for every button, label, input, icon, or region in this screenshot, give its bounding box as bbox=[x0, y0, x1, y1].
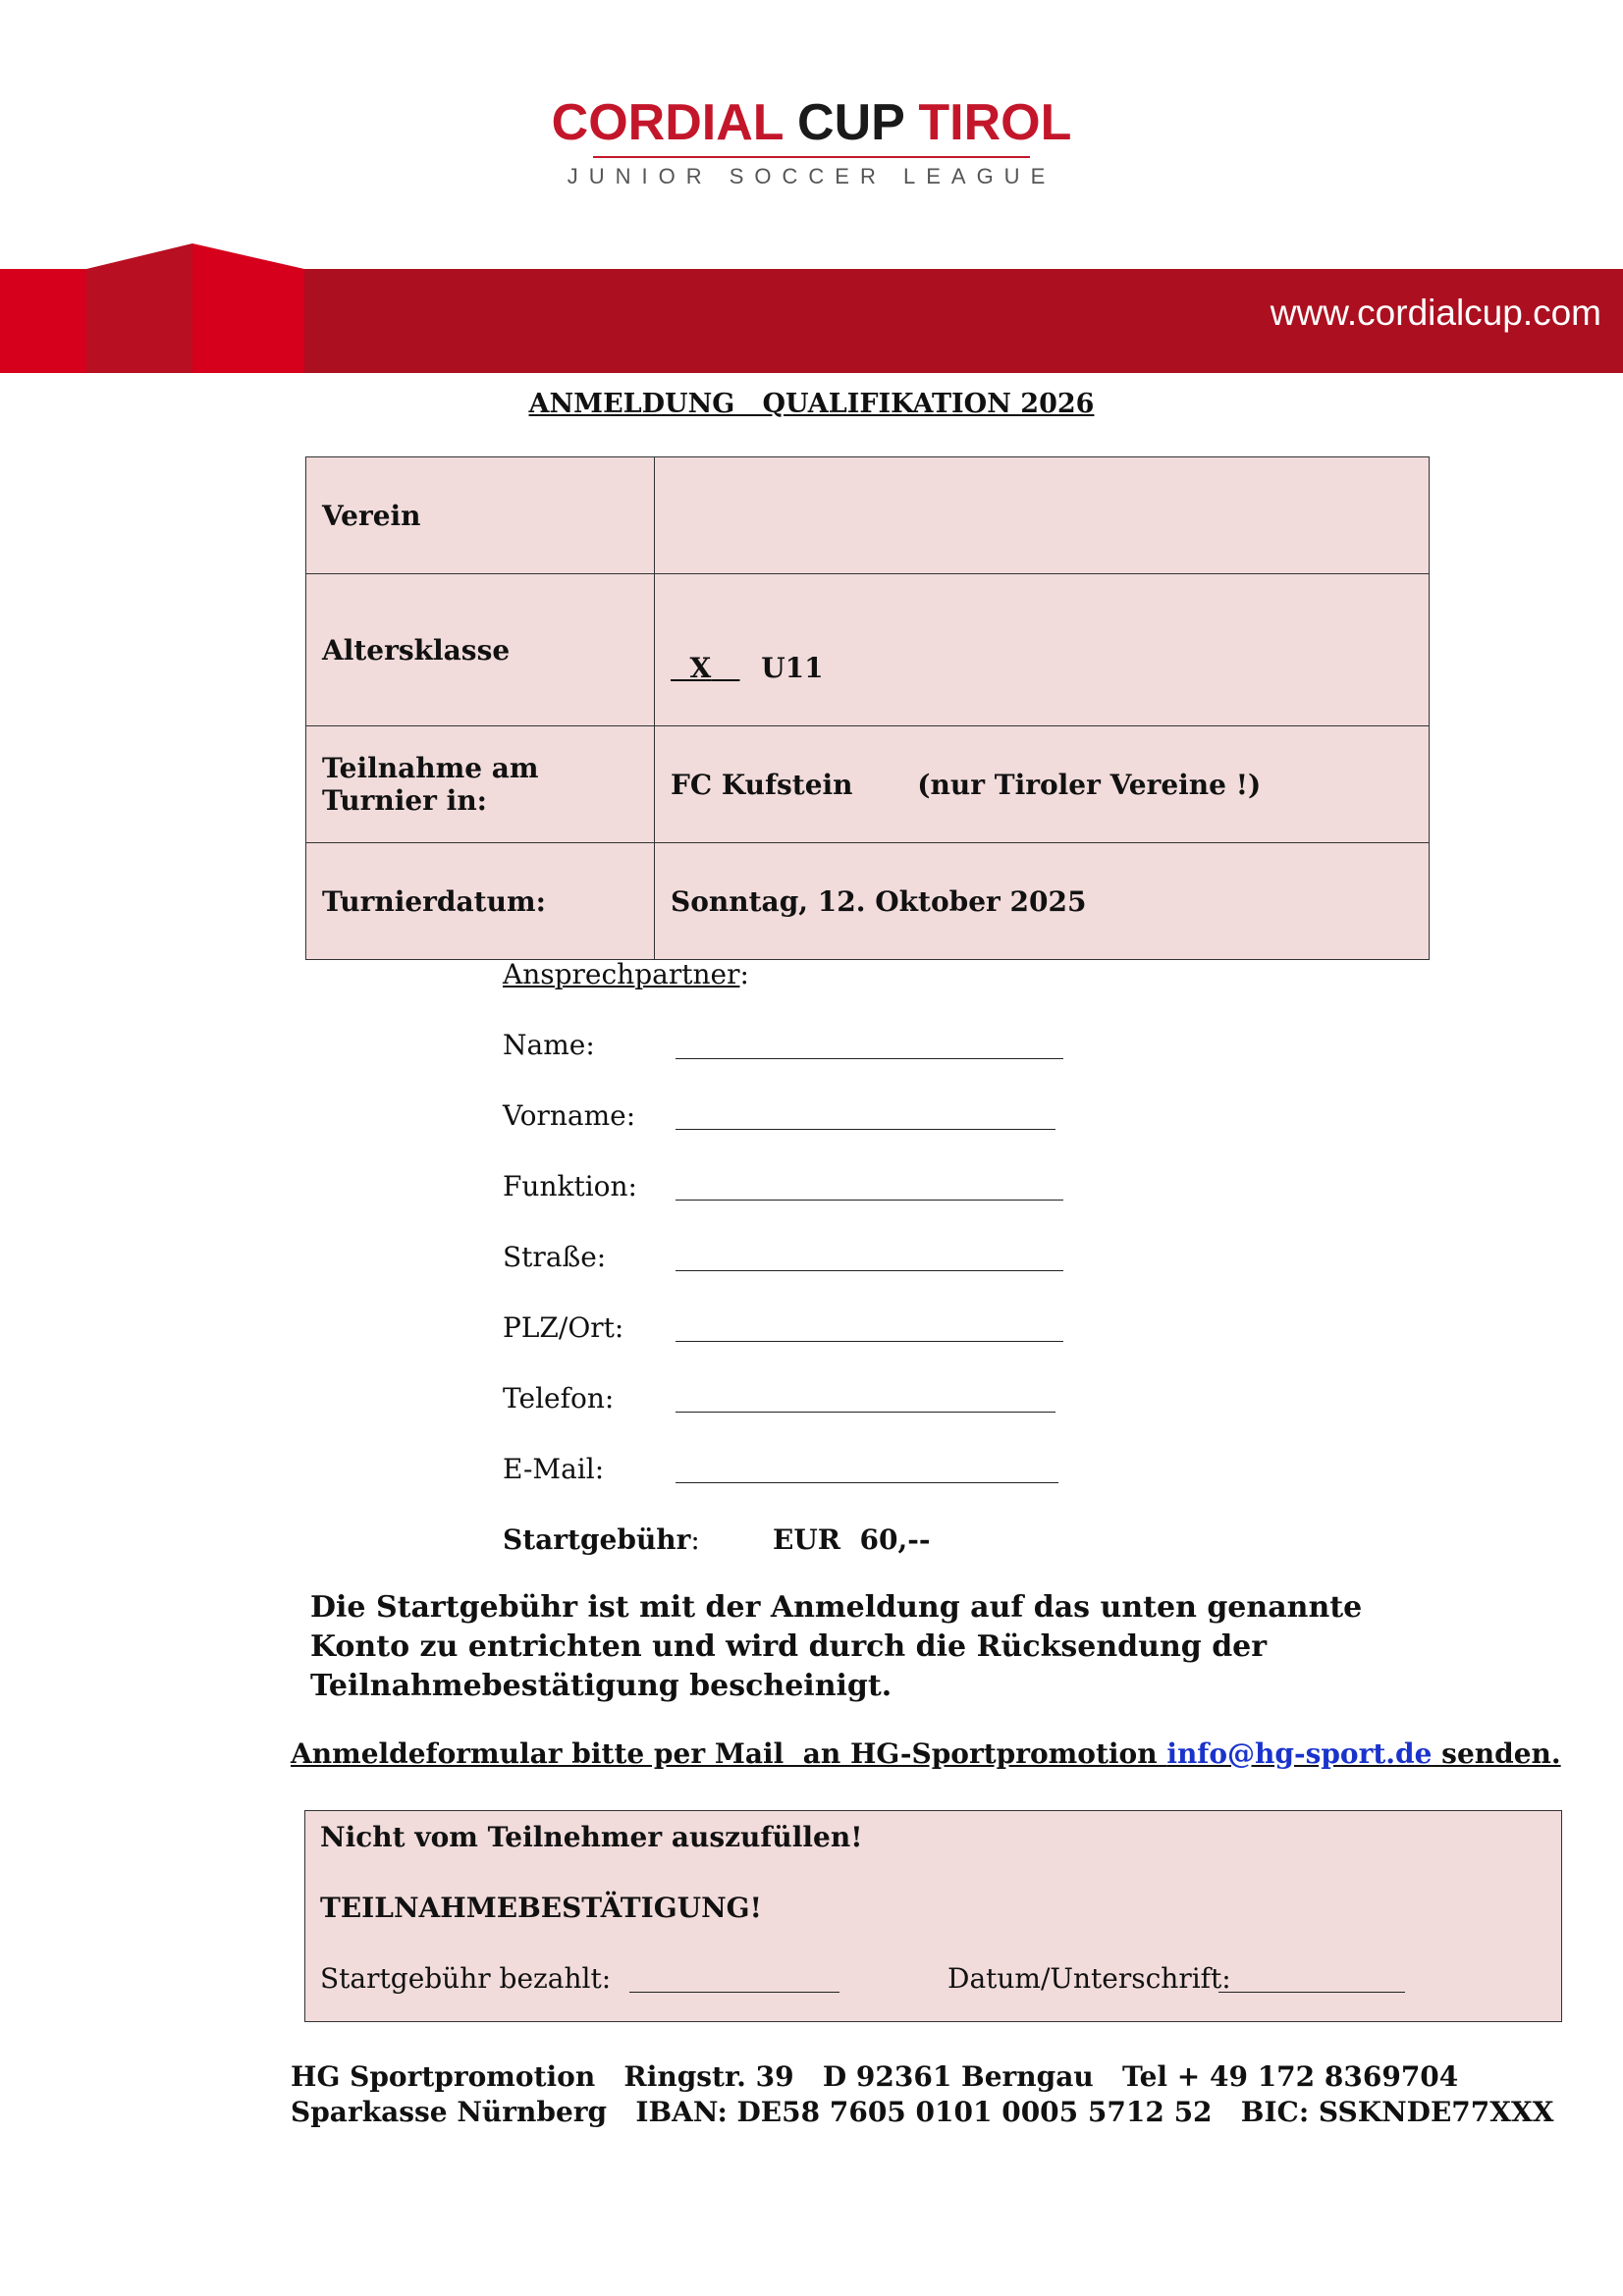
fee-notice: Die Startgebühr ist mit der Anmeldung auf das unten genannte Konto zu entrichten und wird durch die Rücksendung der Teilnahmebestätigung bescheinigt. bbox=[310, 1590, 1363, 1703]
website-url: www.cordialcup.com bbox=[1270, 293, 1601, 333]
footer-info bbox=[291, 2059, 1553, 2130]
footer-address: HG Sportpromotion Ringstr. 39 D 92361 Berngau Tel + 49 172 8369704 bbox=[291, 2060, 1459, 2093]
page-title bbox=[0, 389, 1623, 419]
contact-heading bbox=[503, 958, 749, 990]
logo-word-cordial: CORDIAL bbox=[551, 94, 784, 151]
fee-value: EUR 60,-- bbox=[773, 1523, 931, 1556]
field-line-email[interactable] bbox=[676, 1482, 1058, 1483]
value-turnier bbox=[655, 726, 1430, 843]
mail-instruction bbox=[291, 1737, 1561, 1770]
field-line-plz-ort[interactable] bbox=[676, 1341, 1063, 1342]
footer-bank: Sparkasse Nürnberg IBAN: DE58 7605 0101 0005 5712 52 BIC: SSKNDE77XXX bbox=[291, 2096, 1554, 2128]
confirm-heading: TEILNAHMEBESTÄTIGUNG! bbox=[320, 1892, 762, 1924]
field-label-email: E-Mail: bbox=[503, 1453, 605, 1485]
fee-label bbox=[503, 1523, 700, 1556]
age-class-value: U11 bbox=[761, 651, 824, 684]
field-line-strasse[interactable] bbox=[676, 1270, 1063, 1271]
fee-label-colon: : bbox=[690, 1523, 700, 1556]
field-label-funktion: Funktion: bbox=[503, 1170, 637, 1202]
banner-fold-right bbox=[192, 243, 304, 373]
contact-heading-text: Ansprechpartner bbox=[503, 958, 740, 990]
logo-rule bbox=[593, 156, 1030, 158]
logo-word-cup: CUP bbox=[797, 94, 904, 151]
mail-prefix: Anmeldeformular bitte per Mail an HG-Sportpromotion bbox=[291, 1737, 1167, 1770]
paid-line[interactable] bbox=[629, 1992, 839, 1993]
field-label-plz-ort: PLZ/Ort: bbox=[503, 1311, 624, 1344]
label-verein: Verein bbox=[306, 457, 655, 574]
field-line-telefon[interactable] bbox=[676, 1412, 1055, 1413]
field-label-vorname: Vorname: bbox=[503, 1099, 636, 1132]
table-row-turnier bbox=[306, 726, 1430, 843]
field-line-name[interactable] bbox=[676, 1058, 1063, 1059]
confirm-note: Nicht vom Teilnehmer auszufüllen! bbox=[320, 1821, 863, 1853]
confirmation-box bbox=[304, 1810, 1562, 2022]
logo-wordmark bbox=[0, 93, 1623, 152]
value-datum: Sonntag, 12. Oktober 2025 bbox=[655, 843, 1430, 960]
field-label-telefon: Telefon: bbox=[503, 1382, 615, 1415]
label-turnier: Teilnahme am Turnier in: bbox=[306, 726, 655, 843]
mail-suffix: senden. bbox=[1432, 1737, 1561, 1770]
label-altersklasse: Altersklasse bbox=[306, 574, 655, 726]
logo-word-tirol: TIROL bbox=[918, 94, 1072, 151]
table-row-altersklasse bbox=[306, 574, 1430, 726]
fee-label-text: Startgebühr bbox=[503, 1523, 691, 1556]
field-label-strasse: Straße: bbox=[503, 1241, 607, 1273]
email-link[interactable]: info@hg-sport.de bbox=[1166, 1737, 1433, 1770]
age-class-mark-text: X bbox=[689, 651, 712, 684]
brand-logo bbox=[0, 93, 1623, 189]
field-line-funktion[interactable] bbox=[676, 1200, 1063, 1201]
registration-table bbox=[305, 456, 1430, 960]
page-title-text: ANMELDUNG QUALIFIKATION 2026 bbox=[528, 389, 1095, 419]
contact-heading-colon: : bbox=[739, 958, 749, 990]
table-row-verein bbox=[306, 457, 1430, 574]
tournament-venue: FC Kufstein bbox=[671, 768, 853, 801]
value-verein[interactable] bbox=[655, 457, 1430, 574]
field-label-name: Name: bbox=[503, 1029, 595, 1061]
banner-fold-left bbox=[0, 269, 86, 373]
paid-label: Startgebühr bezahlt: bbox=[320, 1962, 612, 1995]
logo-subtitle: JUNIOR SOCCER LEAGUE bbox=[567, 164, 1056, 188]
tournament-note: (nur Tiroler Vereine !) bbox=[917, 768, 1262, 801]
label-datum: Turnierdatum: bbox=[306, 843, 655, 960]
table-row-datum bbox=[306, 843, 1430, 960]
value-altersklasse[interactable] bbox=[655, 574, 1430, 726]
field-line-vorname[interactable] bbox=[676, 1129, 1055, 1130]
date-signature-label: Datum/Unterschrift: bbox=[947, 1962, 1231, 1995]
date-signature-line[interactable] bbox=[1218, 1992, 1405, 1993]
banner-fold-mid bbox=[86, 243, 192, 373]
age-class-mark[interactable] bbox=[671, 652, 739, 684]
